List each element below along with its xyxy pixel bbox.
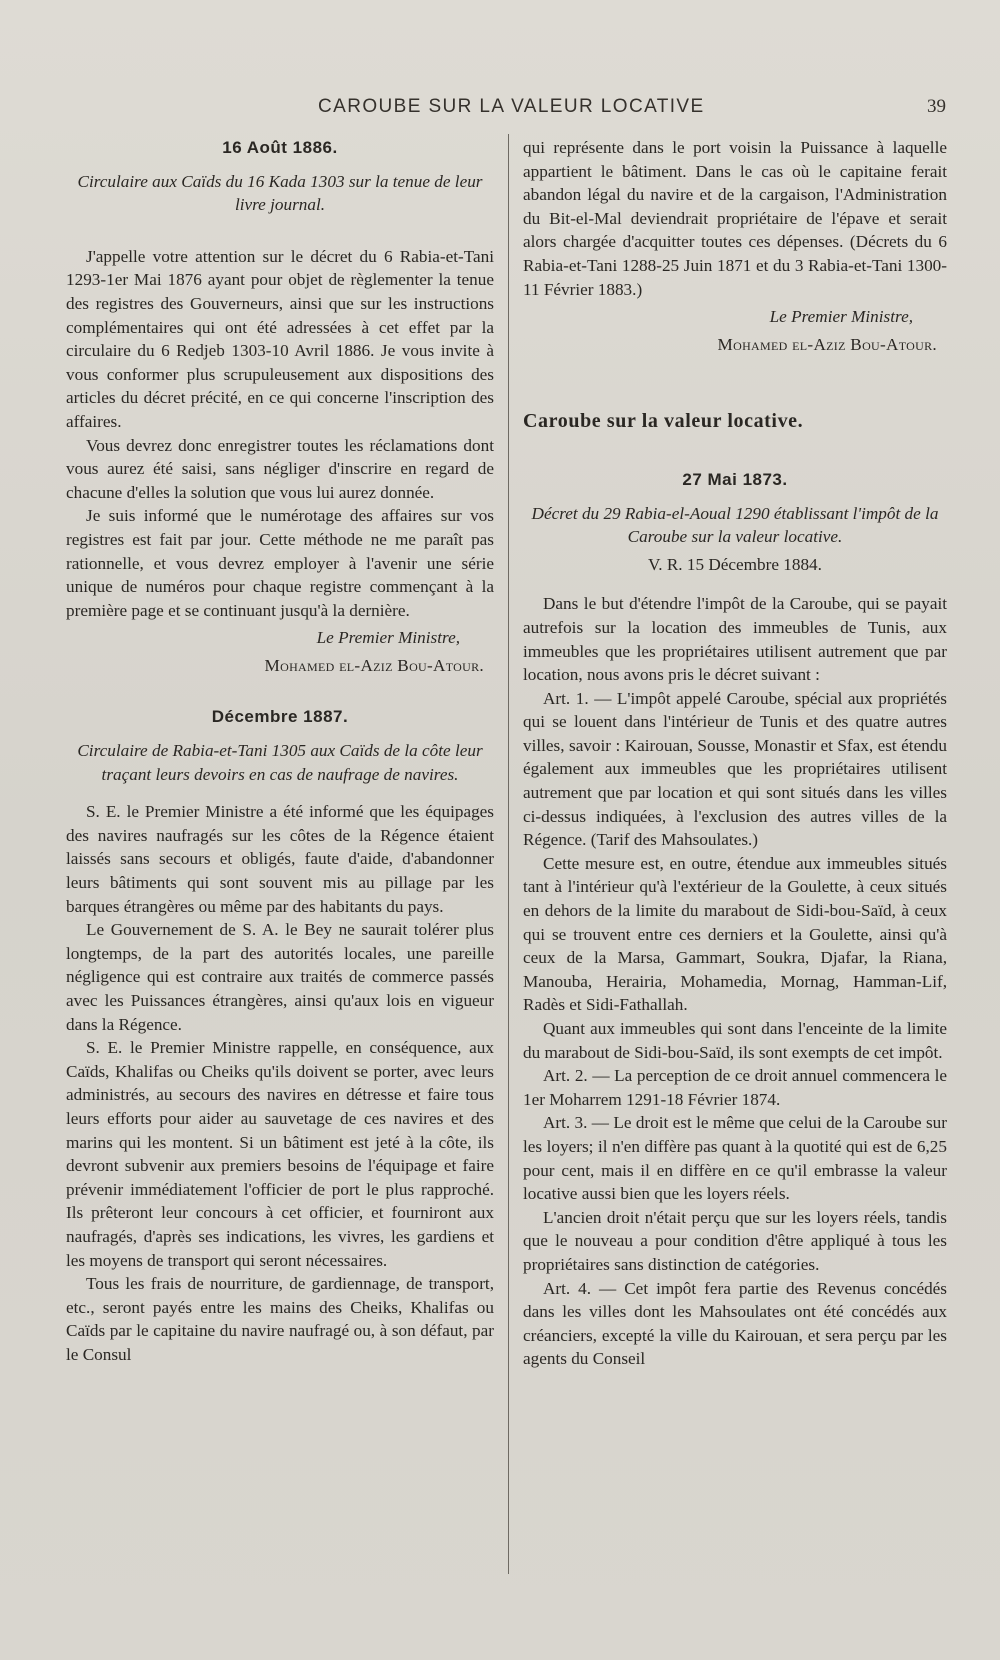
paragraph: Le Gouvernement de S. A. le Bey ne saurait tolérer plus longtemps, de la part des autorités locales, une pareille négligence qui est contraire aux traités de commerce passés avec les Puissances étrangères, ainsi qu'aux lois en vigueur dans la Régence. xyxy=(66,920,494,1034)
paragraph: L'ancien droit n'était perçu que sur les loyers réels, tandis que le nouveau a pour condition d'être appliqué à tous les propriétaires sans distinction de catégories. xyxy=(523,1207,947,1274)
right-column xyxy=(523,136,947,1371)
signature-title: Le Premier Ministre, xyxy=(316,628,460,648)
column-divider xyxy=(508,134,509,1574)
decree-reference: V. R. 15 Décembre 1884. xyxy=(648,554,822,574)
paragraph: Tous les frais de nourriture, de gardiennage, de transport, etc., seront payés entre les mains des Cheiks, Khalifas ou Caïds par le capitaine du navire naufragé ou, à son défaut, par le Consul xyxy=(66,1274,494,1364)
article-4: Art. 4. — Cet impôt fera partie des Revenus concédés dans les villes dont les Mahsoulates ont été concédés aux créanciers, excepté la ville du Kairouan, et sera perçu par les agents du Conseil xyxy=(523,1278,947,1369)
paragraph: Dans le but d'étendre l'impôt de la Caroube, qui se payait autrefois sur la location des immeubles de Tunis, aux immeubles que les propriétaires utilisent autrement que par location, nous avons pris le décret suivant : xyxy=(523,594,947,685)
signature-name: Mohamed el-Aziz Bou-Atour. xyxy=(717,334,937,354)
circular-subtitle-1887: Circulaire de Rabia-et-Tani 1305 aux Caïds de la côte leur traçant leurs devoirs en cas de naufrage de navires. xyxy=(77,741,483,784)
paragraph: S. E. le Premier Ministre rappelle, en conséquence, aux Caïds, Khalifas ou Cheiks qu'ils doivent se porter, avec leurs administrés, au secours des navires en détresse et faire tous leurs efforts pour aider au sauvetage de ces navires et des marins qui les montent. Si un bâtiment est jeté à la côte, ils devront subvenir aux premiers besoins de l'équipage et faire prévenir immédiatement l'officier de port le plus rapproché. Ils prêteront leur concours à cet officier, et fourniront aux naufragés, d'après ses indications, les vivres, les gardiens et les moyens de transport qui seront nécessaires. xyxy=(66,1038,494,1270)
paragraph: J'appelle votre attention sur le décret du 6 Rabia-et-Tani 1293-1er Mai 1876 ayant pour objet de règlementer la tenue des registres des Gouverneurs, ainsi que sur les instructions complémentaires qui ont été adressées à cet effet par la circulaire du 6 Redjeb 1303-10 Avril 1886. Je vous invite à vous conformer plus scrupuleusement aux dispositions des articles du décret précité, en ce qui concerne l'inscription des affaires. xyxy=(66,246,494,431)
circular-subtitle-1886: Circulaire aux Caïds du 16 Kada 1303 sur la tenue de leur livre journal. xyxy=(77,171,483,215)
paragraph-continued: qui représente dans le port voisin la Puissance à laquelle appartient le bâtiment. Dans le cas où le capitaine ferait abandon légal du navire et de la cargaison, l'Administration du Bit-el-Mal deviendrait propriétaire de l'épave et serait alors chargée d'acquitter toutes ces dépenses. (Décrets du 6 Rabia-et-Tani 1288-25 Juin 1871 et du 3 Rabia-et-Tani 1300-11 Février 1883.) xyxy=(523,138,947,299)
article-1: Art. 1. — L'impôt appelé Caroube, spécial aux propriétés qui se louent dans l'intérieur de Tunis et des quatre autres villes, savoir : Kairouan, Sousse, Monastir et Sfax, est étendu également aux immeubles que les propriétaires utilisent autrement que par location et qui sont situés dans les villes ci-dessus indiquées, à l'exclusion des autres villes de la Régence. (Tarif des Mahsoulates.) xyxy=(523,688,947,850)
signature-title: Le Premier Ministre, xyxy=(769,307,913,327)
section-date-1886: 16 Août 1886. xyxy=(222,138,338,157)
left-column xyxy=(66,134,494,1367)
section-title: Caroube sur la valeur locative. xyxy=(523,410,804,433)
signature-name: Mohamed el-Aziz Bou-Atour. xyxy=(264,655,484,675)
article-3: Art. 3. — Le droit est le même que celui de la Caroube sur les loyers; il n'en diffère pas quant à la quotité qui est de 6,25 pour cent, mais il en diffère en ce qu'il embrasse la valeur locative aussi bien que les loyers réels. xyxy=(523,1113,947,1204)
article-2: Art. 2. — La perception de ce droit annuel commencera le 1er Moharrem 1291-18 Février 1874. xyxy=(523,1066,947,1109)
decree-subtitle: Décret du 29 Rabia-el-Aoual 1290 établissant l'impôt de la Caroube sur la valeur locative. xyxy=(531,503,939,547)
page-number: 39 xyxy=(927,96,946,117)
paragraph: Je suis informé que le numérotage des affaires sur vos registres est fait par jour. Cette méthode ne me paraît pas rationnelle, et vous devrez employer à l'avenir une série unique de numéros pour chaque registre commençant à la première page et se continuant jusqu'à la dernière. xyxy=(66,506,494,620)
paragraph: S. E. le Premier Ministre a été informé que les équipages des navires naufragés sur les côtes de la Régence étaient laissés sans secours et obligés, faute d'aide, d'abandonner leurs bâtiments qui sont souvent mis au pillage par les barques étrangères ou même par des habitants du pays. xyxy=(66,802,494,916)
running-header xyxy=(0,96,1000,126)
paragraph: Cette mesure est, en outre, étendue aux immeubles situés tant à l'intérieur qu'à l'extérieur de la Goulette, à ceux situés en dehors de la limite du marabout de Sidi-bou-Saïd, à ceux qui se trouvent entre ces derniers et la Goulette, ainsi qu'à ceux de la Marsa, Gammart, Soukra, Djafar, la Riana, Manouba, Herairia, Mohamedia, Mornag, Hamman-Lif, Radès et Sidi-Fathallah. xyxy=(523,853,947,1015)
section-date-1873: 27 Mai 1873. xyxy=(682,469,788,489)
section-date-1887: Décembre 1887. xyxy=(211,707,349,727)
paragraph: Vous devrez donc enregistrer toutes les réclamations dont vous aurez été saisi, sans négliger d'inscrire en regard de chacune d'elles la solution que vous lui aurez donnée. xyxy=(66,435,494,502)
running-title: CAROUBE SUR LA VALEUR LOCATIVE xyxy=(318,96,705,117)
paragraph: Quant aux immeubles qui sont dans l'enceinte de la limite du marabout de Sidi-bou-Saïd, ils sont exempts de cet impôt. xyxy=(523,1019,947,1062)
